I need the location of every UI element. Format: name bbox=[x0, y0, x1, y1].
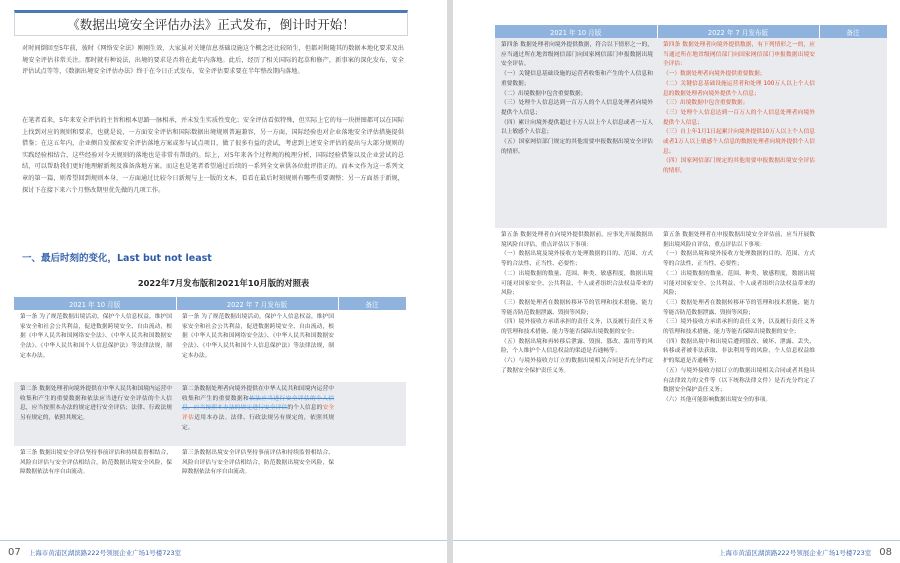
page-footer bbox=[453, 540, 900, 563]
column-header: 备注 bbox=[819, 25, 887, 38]
text-run: 第二条数据处理者向境外提供在中华人民共和国境内运营中收集和产生的重要数据和 bbox=[182, 386, 334, 402]
table-cell: 第三条数据出境安全评估坚持事前评估和持续监督相结合、风险自评估与安全评估相结合，防范数据出境安全风险，保障数据依法有序自由流动。 bbox=[182, 450, 334, 476]
left-page bbox=[0, 0, 447, 563]
deleted-text: 依法应当进行安全评估的个人信息，应当按照本办法的规定进行安全评估 bbox=[182, 395, 335, 412]
table-row bbox=[14, 446, 406, 496]
table-cell bbox=[338, 310, 406, 382]
text-run: 的个人信息的 bbox=[287, 405, 323, 412]
table-cell bbox=[819, 38, 887, 228]
inserted-text: 安全评估 bbox=[182, 405, 335, 422]
column-header: 备注 bbox=[338, 297, 406, 310]
table-cell: 第一条 为了规范数据出境活动，保护个人信息权益，维护国家安全和社会公共利益，促进数据跨境安全、自由流动，根据《中华人民共和国网络安全法》、《中华人民共和国数据安全法》、《中华人民共和国个人信息保护法》等法律法规，制定本办法。 bbox=[20, 314, 172, 359]
table-cell bbox=[819, 228, 887, 528]
comparison-table bbox=[495, 25, 888, 528]
table-cell: 第五条 数据处理者在申报数据出境安全评估前，应当开展数据出境风险自评估，重点评估以下事项： （一）数据出境和境外接收方处理数据的目的、范围、方式等的合法性、正当性、必要性； （二）出境数据的数量、范围、种类、敏感程度，数据出境可能对国家安全、公共利益、个人或者组织合法权益带来的风险； （三）数据处理者在数据转移环节的管理和技术措施、能力等能否防范数据泄露、毁损等风险； （三）境外接收方承诺承担的责任义务，以及履行责任义务的管理和技术措施、能力等能否保障出境数据的安全； （四）数据出境中和出境后遭到篡改、破坏、泄露、丢失、转移或者被非法获取、非法利用等的风险，个人信息权益维护的渠道是否通畅等； （五）与境外接收方拟订立的数据出境相关合同或者其他具有法律效力的文件等（以下统称法律文件）是否充分约定了数据安全保护责任义务； （六）其他可能影响数据出境安全的事项。 bbox=[663, 232, 815, 403]
table-cell: 第四条 数据处理者向境外提供数据，符合以下情形之一的，应当通过所在地省级网信部门向国家网信部门申报数据出境安全评估。 （一）关键信息基础设施的运营者收集和产生的个人信息和重要数据； （二）出境数据中包含重要数据； （三）处理个人信息达到一百万人的个人信息处理者向境外提供个人信息； （四）累计向境外提供超过十万人以上个人信息或者一万人以上敏感个人信息； （五）国家网信部门规定的其他需要申报数据出境安全评估的情形。 bbox=[495, 38, 657, 228]
table-cell: 第一条 为了规范数据出境活动，保护个人信息权益，维护国家安全和社会公共利益，促进数据跨境安全、自由流动，根据《中华人民共和国网络安全法》、《中华人民共和国数据安全法》、《中华人民共和国个人信息保护法》等法律法规，制定本办法。 bbox=[182, 314, 334, 359]
table-cell bbox=[338, 382, 406, 446]
section-heading: 一、最后时刻的变化，Last but not least bbox=[22, 253, 212, 264]
page-footer bbox=[0, 540, 447, 563]
table-row bbox=[495, 38, 887, 228]
body-paragraph: 在笔者看来，5年来安全评估的主旨和根本思路一脉相承，并未发生实质性变化；安全评估看似特殊，但实际上它的每一块拼图都可以在国际上找到对应的规则和要求，也就是说，一方面安全评估和国际数据出境规则普遍兼容，另一方面，国际经验也对企业落地安全评估措施提供借鉴；在这五年内，企业侧自发探索安全评估落地方案或参与试点项目，做了很多有益的尝试，考虑到上述安全评估的提出与大部分规则的实践经验相结合，这些经验对今天规则的落地也是非常有帮助的。综上，对5年来各个过程规的梳理分析，国际经验借鉴以及企业尝试的总结，可以帮助我们更好地理解新规及准备落地方案。而这也是笔者希望通过后续的一系列全文章供各位批评指正的。而本文作为这一系列文章的第一篇，则希望回到规则本身，一方面通过比较今日新规与上一版的文本，看看在最后时刻规则有哪些重要调整；另一方面基于新规，探讨下在接下来六个月整改期里优先做的几项工作。 bbox=[22, 117, 404, 194]
table-row bbox=[495, 228, 887, 528]
right-page bbox=[453, 0, 900, 563]
page-number: 07 bbox=[8, 546, 21, 558]
footer-address: 上海市黄浦区湖滨路222号领展企业广场1号楼723室 bbox=[718, 548, 872, 557]
page-number: 08 bbox=[879, 546, 892, 558]
table-cell: 第二条 数据处理者向境外提供在中华人民共和国境内运营中收集和产生的重要数据和依法应当进行安全评估的个人信息，应当按照本办法的规定进行安全评估；法律、行政法规另有规定的，依照其规定。 bbox=[14, 382, 176, 446]
table-cell: 第五条 数据处理者在向境外提供数据前，应事先开展数据出境风险自评估，重点评估以下事项： （一）数据出境及境外接收方处理数据的目的、范围、方式等的合法性、正当性、必要性； （二）出境数据的数量、范围、种类、敏感程度，数据出境可能对国家安全、公共利益、个人或者组织合法权益带来的风险； （三）数据处理者在数据转移环节的管理和技术措施、能力等能否防范数据泄露、毁损等风险； （四）境外接收方承诺承担的责任义务，以及履行责任义务的管理和技术措施、能力等能否保障出境数据的安全； （五）数据出境和再转移后泄露、毁损、篡改、滥用等的风险，个人维护个人信息权益的渠道是否通畅等； （六）与境外接收方订立的数据出境相关合同是否充分约定了数据安全保护责任义务。 bbox=[501, 232, 653, 374]
table-caption: 2022年7月发布版和2021年10月版的对照表 bbox=[137, 278, 310, 288]
table-cell: 第三条 数据出境安全评估坚持事前评估和持续监督相结合、风险自评估与安全评估相结合，防范数据出境安全风险，保障数据依法有序自由流动。 bbox=[20, 450, 172, 476]
table-row bbox=[14, 310, 406, 382]
column-header: 2021 年 10 月版 bbox=[495, 25, 657, 38]
table-cell bbox=[338, 446, 406, 496]
comparison-table bbox=[14, 297, 407, 496]
text-run: 适用本办法。法律、行政法规另有规定的，依照其规定。 bbox=[182, 415, 335, 431]
table-cell: 第四条 数据处理者向境外提供数据，有下列情形之一的，应当通过所在地省级网信部门向国家网信部门申报数据出境安全评估： （一）数据处理者向境外提供重要数据； （二）关键信息基础设施运营者和处理 100万人以上个人信息的数据处理者向境外提供个人信息； （三）出境数据中包含重要数据； （三）处理个人信息达到一百万人的个人信息处理者向境外提供个人信息； （三）自上年1月1日起累计向境外提供10万人以上个人信息或者1万人以上敏感个人信息的数据处理者向境外提供个人信息； （四）国家网信部门规定的其他需要申报数据出境安全评估的情形。 bbox=[657, 38, 819, 228]
column-header: 2021 年 10 月版 bbox=[14, 297, 176, 310]
column-header: 2022 年 7 月发布版 bbox=[176, 297, 338, 310]
table-cell bbox=[176, 382, 338, 446]
footer-address: 上海市黄浦区湖滨路222号领展企业广场1号楼723室 bbox=[28, 548, 182, 557]
page-title: 《数据出境安全评估办法》正式发布，倒计时开始！ bbox=[14, 10, 408, 36]
intro-paragraph: 对时间倒回至5年前，彼时《网络安全法》刚刚生效，大家虽对关键信息基础设施这个概念还比较陌生，但都对附随其的数据本地化要求及出境安全评估非常关注。那时就有种说法，出境的要求是否将在此年内落地。此后，经历了相关国际的起草和修产，新事案的深化发布，安全评估试点等等，《数据出境安全评估办法》终于在今日正式发布，安全评估要求要在半年整改期内落地。 bbox=[22, 45, 404, 76]
column-header: 2022 年 7 月发布版 bbox=[657, 25, 819, 38]
table-row bbox=[14, 382, 406, 446]
